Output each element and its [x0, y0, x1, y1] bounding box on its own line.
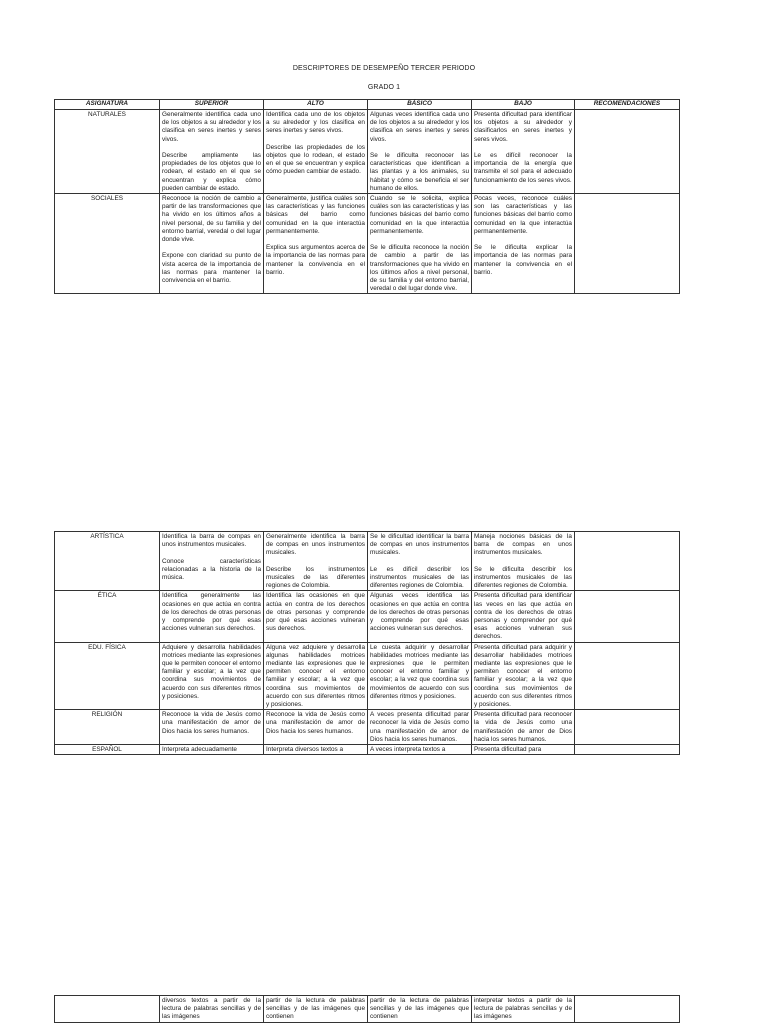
header-basico: BÁSICO: [368, 100, 472, 110]
recomendaciones-cell: [575, 532, 680, 591]
basico-cell: [368, 532, 472, 591]
recomendaciones-cell: [575, 110, 680, 194]
table-row: [55, 532, 680, 591]
bajo-cell: [472, 996, 575, 1023]
descriptor-text: partir de la lectura de palabras sencillas y de las imágenes que contienen: [370, 997, 469, 1021]
descriptor-text: Generalmente identifica cada uno de los objetos a su alrededor y los clasifica en seres inertes y seres vivos.: [162, 111, 261, 143]
descriptor-text: A veces presenta dificultad parar reconocer la vida de Jesús como una manifestación de amor de Dios hacia los seres humanos.: [370, 711, 469, 743]
superior-cell: [160, 710, 264, 745]
descriptor-text: A veces interpreta textos a: [370, 746, 446, 754]
descriptor-text: Describe ampliamente las propiedades de los objetos que lo rodean, el estado en el que se encuentran y explica cómo pueden cambiar de estado.: [162, 152, 261, 192]
superior-cell: [160, 591, 264, 642]
descriptor-text: Expone con claridad su punto de vista acerca de la importancia de las normas para mantener la convivencia en el barrio.: [162, 252, 261, 285]
table-row: [55, 591, 680, 642]
superior-cell: [160, 996, 264, 1023]
alto-cell: [264, 710, 368, 745]
descriptor-text: Reconoce la vida de Jesús como una manifestación de amor de Dios hacia los seres humanos.: [266, 711, 365, 735]
descriptor-text: Maneja nociones básicas de la barra de compas en unos instrumentos musicales.: [474, 533, 572, 557]
descriptor-text: Conoce características relacionadas a la historia de la música.: [162, 557, 261, 581]
descriptor-text: interpretar textos a partir de la lectura de palabras sencillas y de las imágenes: [474, 997, 572, 1021]
bajo-cell: [472, 591, 575, 642]
bajo-cell: [472, 710, 575, 745]
bajo-cell: [472, 194, 575, 294]
descriptor-text: Alguna vez adquiere y desarrolla algunas habilidades motrices mediante las expresiones que le permiten conocer el entorno familiar y escolar; a la vez que coordina sus movimientos de acuerdo con sus diferentes ritmos y posiciones.: [266, 643, 365, 709]
subject-cell: ESPAÑOL: [55, 745, 160, 755]
descriptor-text: Interpreta diversos textos a: [266, 746, 344, 754]
descriptor-text: Generalmente identifica la barra de compas en unos instrumentos musicales.: [266, 533, 365, 557]
descriptor-text: Generalmente, justifica cuáles son las características y las funciones básicas del barrio como comunidad en la que interactúa permanentemente.: [266, 195, 365, 235]
alto-cell: [264, 110, 368, 194]
basico-cell: [368, 996, 472, 1023]
recomendaciones-cell: [575, 745, 680, 755]
alto-cell: [264, 642, 368, 710]
header-row: [55, 100, 680, 110]
header-asignatura: ASIGNATURA: [55, 100, 160, 110]
superior-cell: [160, 532, 264, 591]
header-alto: ALTO: [264, 100, 368, 110]
descriptor-text: Cuando se le solicita, explica cuáles son las características y las funciones básicas del barrio como comunidad en la que interactúa permanentemente.: [370, 195, 469, 235]
descriptors-table-2: [54, 531, 680, 755]
descriptor-text: Se le dificulta explicar la importancia de las normas para mantener la convivencia en el barrio.: [474, 244, 572, 276]
descriptor-text: Presenta dificultad para identificar las veces en las que actúa en contra de los derechos de otras personas y comprender por qué esas acciones vulneran sus derechos.: [474, 592, 572, 641]
bajo-cell: [472, 642, 575, 710]
descriptor-text: Se le dificulta reconoce la noción de cambio a partir de las transformaciones que ha vivido en los últimos años a nivel personal, de su familia y del entorno barrial, veredal o del lugar donde vive.: [370, 244, 469, 293]
descriptor-text: Presenta dificultad para reconocer la vida de Jesús como una manifestación de amor de Dios hacia los seres humanos.: [474, 711, 572, 743]
basico-cell: [368, 194, 472, 294]
descriptor-text: Describe las propiedades de los objetos que lo rodean, el estado en el que se encuentran y explica cómo pueden cambiar de estado.: [266, 143, 365, 176]
descriptor-text: partir de la lectura de palabras sencillas y de las imágenes que contienen: [266, 997, 365, 1021]
subject-cell: NATURALES: [55, 110, 160, 194]
subject-cell: SOCIALES: [55, 194, 160, 294]
alto-cell: [264, 532, 368, 591]
table-row: [55, 642, 680, 710]
document-title: DESCRIPTORES DE DESEMPEÑO TERCER PERIODO: [292, 65, 476, 72]
basico-cell: [368, 110, 472, 194]
descriptor-text: Interpreta adecuadamente: [162, 746, 237, 754]
descriptors-table-1: [54, 99, 680, 294]
superior-cell: [160, 745, 264, 755]
basico-cell: [368, 745, 472, 755]
basico-cell: [368, 642, 472, 710]
descriptor-text: Presenta dificultad para adquirir y desarrollar habilidades motrices mediante las expresiones que le permiten conocer el entorno familiar y escolar; a la vez que coordina sus movimientos de acuerdo con sus diferentes ritmos y posiciones.: [474, 643, 572, 709]
table-row: [55, 996, 680, 1023]
descriptor-text: Se le dificulta reconocer las características que identifican a las plantas y a los animales, su hábitat y cómo se beneficia el ser humano de ellos.: [370, 152, 469, 192]
descriptor-text: Presenta dificultad para: [474, 746, 542, 754]
descriptor-text: Presenta dificultad para identificar los objetos a su alrededor y clasificarlos en seres inertes y seres vivos.: [474, 111, 572, 143]
descriptor-text: diversos textos a partir de la lectura de palabras sencillas y de las imágenes: [162, 997, 261, 1021]
descriptor-text: Identifica la barra de compas en unos instrumentos musicales.: [162, 533, 261, 549]
descriptor-text: Pocas veces, reconoce cuáles son las características y las funciones básicas del barrio como comunidad en la que interactúa permanentemente.: [474, 195, 572, 235]
recomendaciones-cell: [575, 710, 680, 745]
table-row: [55, 110, 680, 194]
recomendaciones-cell: [575, 642, 680, 710]
subject-cell: ÉTICA: [55, 591, 160, 642]
descriptor-text: Reconoce la vida de Jesús como una manifestación de amor de Dios hacia los seres humanos.: [162, 711, 261, 735]
descriptor-text: Se le dificulta describir los instrumentos musicales de las diferentes regiones de Colombia.: [474, 565, 572, 590]
descriptor-text: Identifica cada uno de los objetos a su alrededor y los clasifica en seres inertes y seres vivos.: [266, 111, 365, 135]
basico-cell: [368, 591, 472, 642]
descriptor-text: Reconoce la noción de cambio a partir de las transformaciones que ha vivido en los últimos años a nivel personal, de su familia y del entorno barrial, veredal o del lugar donde vive.: [162, 195, 261, 244]
basico-cell: [368, 710, 472, 745]
superior-cell: [160, 642, 264, 710]
descriptor-text: Algunas veces identifica cada uno de los objetos a su alrededor y los clasifica en seres inertes y seres vivos.: [370, 111, 469, 143]
bajo-cell: [472, 110, 575, 194]
superior-cell: [160, 194, 264, 294]
table-row: [55, 194, 680, 294]
table-row: [55, 710, 680, 745]
descriptors-table-3: [54, 995, 680, 1023]
descriptor-text: Se le dificultad identificar la barra de compas en unos instrumentos musicales.: [370, 533, 469, 557]
recomendaciones-cell: [575, 194, 680, 294]
subject-cell: EDU. FÍSICA: [55, 642, 160, 710]
descriptor-text: Identifica las ocasiones en que actúa en contra de los derechos de otras personas y comprende por qué esas acciones vulneran sus derechos.: [266, 592, 365, 633]
recomendaciones-cell: [575, 591, 680, 642]
superior-cell: [160, 110, 264, 194]
descriptor-text: Le cuesta adquirir y desarrollar habilidades motrices mediante las expresiones que le permiten conocer el entorno familiar y escolar; a la vez que coordina sus movimientos de acuerdo con sus diferentes ritmos y posiciones.: [370, 643, 469, 700]
alto-cell: [264, 996, 368, 1023]
bajo-cell: [472, 532, 575, 591]
bajo-cell: [472, 745, 575, 755]
alto-cell: [264, 194, 368, 294]
alto-cell: [264, 591, 368, 642]
descriptor-text: Identifica generalmente las ocasiones en que actúa en contra de los derechos de otras personas y comprende por qué esas acciones vulneran sus derechos.: [162, 592, 261, 633]
descriptor-text: Algunas veces identifica las ocasiones en que actúa en contra de los derechos de otras personas y comprende por qué esas acciones vulneran sus derechos.: [370, 592, 469, 633]
subject-cell: [55, 996, 160, 1023]
descriptor-text: Describe los instrumentos musicales de las diferentes regiones de Colombia.: [266, 565, 365, 590]
subject-cell: RELIGIÓN: [55, 710, 160, 745]
header-superior: SUPERIOR: [160, 100, 264, 110]
descriptor-text: Le es difícil reconocer la importancia de la energía que transmite el sol para el adecuado funcionamiento de los seres vivos.: [474, 152, 572, 184]
grade-label: GRADO 1: [367, 84, 401, 91]
descriptor-text: Adquiere y desarrolla habilidades motrices mediante las expresiones que le permiten conocer el entorno familiar y escolar; a la vez que coordina sus movimientos de acuerdo con sus diferentes ritmos y posiciones.: [162, 643, 261, 700]
table-row: [55, 745, 680, 755]
header-recomendaciones: RECOMENDACIONES: [575, 100, 680, 110]
descriptor-text: Le es difícil describir los instrumentos musicales de las diferentes regiones de Colombia.: [370, 565, 469, 590]
subject-cell: ARTÍSTICA: [55, 532, 160, 591]
descriptor-text: Explica sus argumentos acerca de la importancia de las normas para mantener la convivencia en el barrio.: [266, 244, 365, 276]
recomendaciones-cell: [575, 996, 680, 1023]
alto-cell: [264, 745, 368, 755]
header-bajo: BAJO: [472, 100, 575, 110]
